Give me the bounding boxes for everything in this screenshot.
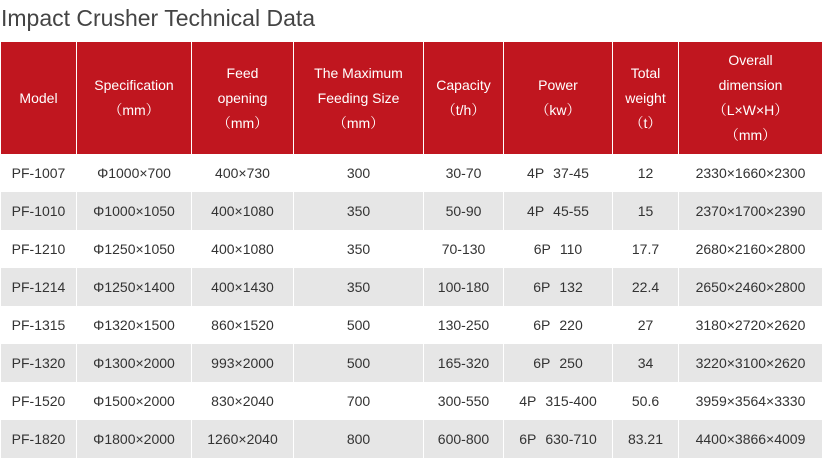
cell-feed-opening: 993×2000 [192,344,294,382]
header-line: （mm） [108,102,160,118]
cell-max-feeding-size: 300 [294,154,424,192]
header-line: （L×W×H） [712,102,789,118]
cell-max-feeding-size: 350 [294,230,424,268]
power-poles: 6P [533,355,551,371]
cell-model: PF-1820 [1,420,77,458]
power-kw: 250 [559,355,583,371]
page-title: Impact Crusher Technical Data [1,5,316,31]
header-line: （mm） [216,114,269,131]
power-poles: 4P [519,393,537,409]
cell-max-feeding-size: 500 [294,344,424,382]
table-row [1,344,822,382]
header-line: （mm） [332,114,385,131]
cell-max-feeding-size: 800 [294,420,424,458]
header-max-feeding-size [294,42,424,154]
cell-capacity: 50-90 [424,192,504,230]
cell-model: PF-1315 [1,306,77,344]
cell-overall-dimension: 4400×3866×4009 [679,420,822,458]
header-line: （t） [629,114,662,131]
table-row [1,382,822,420]
power-kw: 45-55 [553,203,589,219]
cell-capacity: 130-250 [424,306,504,344]
header-line: weight [625,89,666,106]
table-row [1,306,822,344]
cell-capacity: 100-180 [424,268,504,306]
cell-specification: Φ1000×1050 [77,192,192,230]
cell-specification: Φ1300×2000 [77,344,192,382]
table-row [1,268,822,306]
cell-overall-dimension: 2680×2160×2800 [679,230,822,268]
header-line: （mm） [724,127,777,143]
cell-total-weight: 34 [613,344,679,382]
power-kw: 37-45 [553,165,589,181]
cell-specification: Φ1800×2000 [77,420,192,458]
power-poles: 6P [533,241,551,257]
cell-specification: Φ1000×700 [77,154,192,192]
cell-total-weight: 17.7 [613,230,679,268]
cell-total-weight: 22.4 [613,268,679,306]
header-line: Feed [226,64,259,81]
table-row [1,154,822,192]
power-kw: 110 [559,241,583,257]
power-poles: 4P [527,203,545,219]
cell-feed-opening: 400×730 [192,154,294,192]
cell-capacity: 165-320 [424,344,504,382]
cell-overall-dimension: 2330×1660×2300 [679,154,822,192]
header-overall-dimension [679,42,822,154]
cell-power [504,192,613,230]
power-kw: 220 [559,317,583,333]
cell-capacity: 300-550 [424,382,504,420]
power-kw: 630-710 [545,431,597,447]
cell-capacity: 600-800 [424,420,504,458]
cell-specification: Φ1250×1050 [77,230,192,268]
cell-feed-opening: 400×1080 [192,192,294,230]
header-specification [77,42,192,154]
cell-overall-dimension: 2370×1700×2390 [679,192,822,230]
cell-overall-dimension: 3220×3100×2620 [679,344,822,382]
cell-model: PF-1210 [1,230,77,268]
cell-total-weight: 15 [613,192,679,230]
header-line: Capacity [436,77,491,93]
cell-model: PF-1010 [1,192,77,230]
cell-power [504,268,613,306]
power-poles: 6P [533,317,551,333]
cell-model: PF-1320 [1,344,77,382]
header-line: Overall [728,52,773,68]
cell-specification: Φ1320×1500 [77,306,192,344]
header-model [1,42,77,154]
header-line: Specification [94,77,174,93]
table-row [1,192,822,230]
power-poles: 6P [533,279,551,295]
header-line: （kw） [535,102,581,118]
cell-model: PF-1007 [1,154,77,192]
cell-capacity: 30-70 [424,154,504,192]
header-line: Model [19,89,58,106]
table-row [1,230,822,268]
cell-max-feeding-size: 350 [294,268,424,306]
cell-power [504,154,613,192]
header-feed-opening [192,42,294,154]
cell-total-weight: 50.6 [613,382,679,420]
cell-feed-opening: 1260×2040 [192,420,294,458]
header-line: Feeding Size [317,89,400,106]
cell-overall-dimension: 3180×2720×2620 [679,306,822,344]
cell-capacity: 70-130 [424,230,504,268]
cell-model: PF-1214 [1,268,77,306]
power-kw: 315-400 [545,393,597,409]
header-capacity [424,42,504,154]
cell-total-weight: 12 [613,154,679,192]
cell-max-feeding-size: 500 [294,306,424,344]
cell-power [504,230,613,268]
header-line: The Maximum [314,64,403,81]
power-kw: 132 [559,279,583,295]
cell-max-feeding-size: 350 [294,192,424,230]
table-row [1,420,822,458]
cell-total-weight: 27 [613,306,679,344]
cell-specification: Φ1250×1400 [77,268,192,306]
header-row [1,42,822,154]
header-power [504,42,613,154]
technical-data-table [0,42,822,458]
header-line: （t/h） [441,102,486,118]
cell-power [504,382,613,420]
cell-overall-dimension: 3959×3564×3330 [679,382,822,420]
cell-overall-dimension: 2650×2460×2800 [679,268,822,306]
cell-feed-opening: 400×1430 [192,268,294,306]
cell-model: PF-1520 [1,382,77,420]
cell-power [504,344,613,382]
cell-specification: Φ1500×2000 [77,382,192,420]
header-line: Power [538,77,578,93]
cell-power [504,306,613,344]
cell-feed-opening: 860×1520 [192,306,294,344]
cell-max-feeding-size: 700 [294,382,424,420]
header-total-weight [613,42,679,154]
power-poles: 6P [519,431,537,447]
header-line: dimension [718,77,783,93]
cell-feed-opening: 400×1080 [192,230,294,268]
cell-power [504,420,613,458]
header-line: opening [217,89,268,106]
cell-feed-opening: 830×2040 [192,382,294,420]
header-line: Total [630,64,661,81]
power-poles: 4P [527,165,545,181]
cell-total-weight: 83.21 [613,420,679,458]
